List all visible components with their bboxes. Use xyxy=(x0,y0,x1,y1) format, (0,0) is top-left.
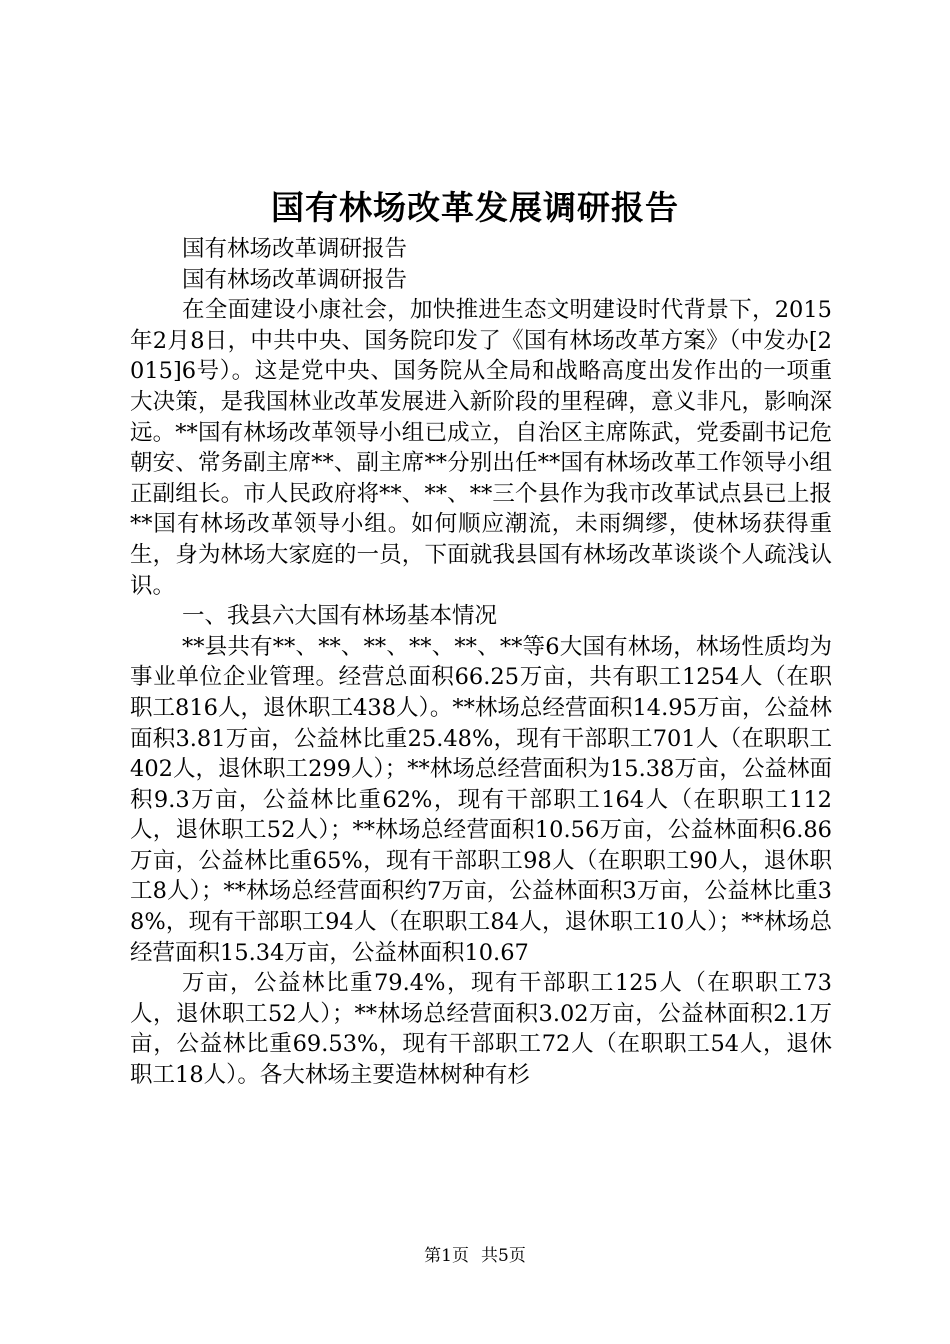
page-number: 第1页 xyxy=(424,1246,469,1266)
page-footer xyxy=(0,1244,950,1268)
section-heading-1: 一、我县六大国有林场基本情况 xyxy=(182,603,498,630)
paragraph-forest-farms: **县共有**、**、**、**、**、**等6大国有林场，林场性质均为事业单位企业管理。经营总面积66.25万亩，共有职工1254人（在职职工816人，退休职工438人）。**林场总经营面积14.95万亩，公益林面积3.81万亩，公益林比重25.48%，现有干部职工701人（在职职工402人，退休职工299人）；**林场总经营面积为15.38万亩，公益林面积9.3万亩，公益林比重62%，现有干部职工164人（在职职工112人，退休职工52人）；**林场总经营面积10.56万亩，公益林面积6.86万亩，公益林比重65%，现有干部职工98人（在职职工90人，退休职工8人）；**林场总经营面积约7万亩，公益林面积3万亩，公益林比重38%，现有干部职工94人（在职职工84人，退休职工10人）；**林场总经营面积15.34万亩，公益林面积10.67 xyxy=(130,633,832,966)
document-title: 国有林场改革发展调研报告 xyxy=(271,188,679,227)
paragraph-forest-farms-continued: 万亩，公益林比重79.4%，现有干部职工125人（在职职工73人，退休职工52人）；**林场总经营面积3.02万亩，公益林面积2.1万亩，公益林比重69.53%，现有干部职工72人（在职职工54人，退休职工18人）。各大林场主要造林树种有杉 xyxy=(130,970,832,1089)
paragraph-subtitle-2: 国有林场改革调研报告 xyxy=(182,266,408,293)
paragraph-subtitle-1: 国有林场改革调研报告 xyxy=(182,236,408,262)
paragraph-intro: 在全面建设小康社会，加快推进生态文明建设时代背景下，2015年2月8日，中共中央、国务院印发了《国有林场改革方案》（中发办[2015]6号）。这是党中央、国务院从全局和战略高度出发作出的一项重大决策，是我国林业改革发展进入新阶段的里程碑，意义非凡，影响深远。**国有林场改革领导小组已成立，自治区主席陈武，党委副书记危朝安、常务副主席**、副主席**分别出任**国有林场改革工作领导小组正副组长。市人民政府将**、**、**三个县作为我市改革试点县已上报**国有林场改革领导小组。如何顺应潮流，未雨绸缪，使林场获得重生，身为林场大家庭的一员，下面就我县国有林场改革谈谈个人疏浅认识。 xyxy=(130,297,832,599)
document-body xyxy=(130,234,832,1091)
page-total: 共5页 xyxy=(481,1246,526,1266)
